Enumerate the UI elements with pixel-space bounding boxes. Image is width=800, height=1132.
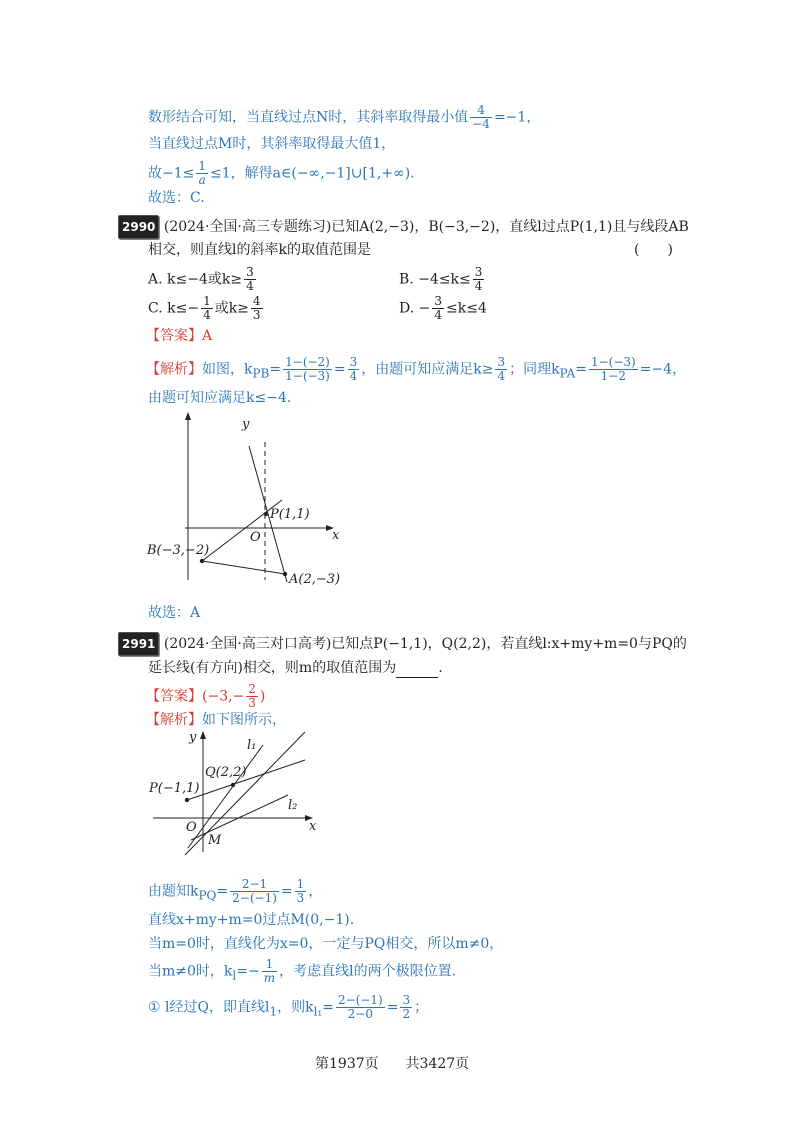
y-label: y xyxy=(242,417,250,432)
text: 由题知k xyxy=(148,883,199,900)
fraction xyxy=(432,295,444,322)
text: ，则k xyxy=(277,999,314,1016)
text: = xyxy=(269,361,282,378)
fraction xyxy=(348,356,360,383)
prev-line-2: 当直线过点M时，其斜率取得最大值1， xyxy=(148,136,396,152)
frac-den: −4 xyxy=(472,117,490,131)
option-c xyxy=(148,295,265,322)
frac-num: 4 xyxy=(252,294,261,308)
figure-2990 xyxy=(140,410,360,595)
fraction xyxy=(400,994,412,1021)
text: ；同理k xyxy=(509,361,560,378)
text: = xyxy=(322,999,334,1016)
fraction xyxy=(473,266,485,293)
text: ) xyxy=(259,688,266,705)
text: = xyxy=(575,361,587,378)
fraction xyxy=(246,683,258,710)
analysis-2991-line-3: 当m=0时，直线化为x=0，一定与PQ相交，所以m≠0， xyxy=(148,936,504,952)
fraction xyxy=(589,356,638,383)
text: ； xyxy=(414,999,429,1016)
fraction xyxy=(283,356,332,383)
frac-den: 4 xyxy=(349,369,358,383)
fraction xyxy=(251,295,263,322)
prev-line-3 xyxy=(148,160,415,187)
subscript: l₁ xyxy=(313,1004,323,1019)
text: D. − xyxy=(399,300,431,317)
label-l2: l₂ xyxy=(288,798,298,813)
frac-num: 1 xyxy=(203,294,211,308)
frac-num: 1 xyxy=(198,159,207,173)
label-P: P(−1,1) xyxy=(149,781,200,796)
y-axis-arrow-icon xyxy=(185,412,191,420)
analysis-2991-line-1 xyxy=(148,878,322,905)
fraction xyxy=(244,266,256,293)
option-d xyxy=(399,295,487,322)
frac-num: 2−(−1) xyxy=(337,993,383,1007)
total-pages: 共3427页 xyxy=(405,1056,470,1072)
answer-2990 xyxy=(146,326,212,346)
line-l1 xyxy=(188,745,263,848)
analysis-2991-line-4 xyxy=(148,958,456,985)
frac-den: 3 xyxy=(248,696,256,710)
subscript: l xyxy=(232,968,237,983)
text: 如图，k xyxy=(202,361,253,378)
label-B: B(−3,−2) xyxy=(147,543,210,558)
question-2990-stem-2: 相交，则直线l的斜率k的取值范围是 xyxy=(148,242,371,258)
text: ≤1，解得a∈(−∞,−1]∪[1,+∞). xyxy=(210,165,415,182)
fraction xyxy=(495,356,507,383)
point-P xyxy=(185,798,189,802)
stem-line-2: 延长线(有方向)相交，则m的取值范围为 xyxy=(148,660,397,676)
point-P xyxy=(264,512,268,516)
frac-num: 3 xyxy=(497,355,506,369)
label-A: A(2,−3) xyxy=(289,572,341,587)
answer-paren: ( ) xyxy=(634,242,673,258)
y-label: y xyxy=(189,730,197,745)
answer-value: (−3,− xyxy=(202,688,245,705)
frac-den: m xyxy=(263,971,276,985)
subscript: PQ xyxy=(198,888,217,903)
frac-den: 3 xyxy=(296,891,305,905)
frac-num: 3 xyxy=(349,355,358,369)
text: ， xyxy=(308,883,323,900)
analysis-2991-line-2: 直线x+my+m=0过点M(0,−1). xyxy=(148,912,355,928)
frac-den: 3 xyxy=(252,308,261,322)
frac-num: 3 xyxy=(246,265,254,279)
question-2991-stem-2 xyxy=(148,658,443,678)
frac-den: 4 xyxy=(246,279,254,293)
frac-den: 4 xyxy=(474,279,483,293)
frac-den: 1−(−3) xyxy=(285,369,330,383)
answer-label: 【答案】 xyxy=(146,688,202,705)
answer-label: 【答案】 xyxy=(146,328,202,344)
text: C. k≤− xyxy=(148,300,200,317)
prev-conclusion: 故选：C. xyxy=(148,190,205,206)
x-label: x xyxy=(309,819,317,834)
frac-den: 2 xyxy=(402,1007,411,1021)
text: ① l经过Q，即直线l xyxy=(148,999,270,1016)
fraction xyxy=(230,878,279,905)
origin-label: O xyxy=(186,820,197,835)
point-Q xyxy=(231,783,235,787)
text: B. −4≤k≤ xyxy=(399,271,471,288)
text: A. k≤−4或k≥ xyxy=(148,271,243,288)
label-P: P(1,1) xyxy=(270,507,310,522)
frac-den: 4 xyxy=(203,308,211,322)
question-2990-stem xyxy=(118,215,689,239)
question-number-badge: 2990 xyxy=(118,215,159,239)
text: =− xyxy=(236,963,260,980)
frac-den: 1−2 xyxy=(600,369,626,383)
page-footer xyxy=(315,1053,469,1073)
analysis-label: 【解析】 xyxy=(146,361,202,378)
answer-value: A xyxy=(202,328,213,344)
frac-num: 2−1 xyxy=(230,878,279,892)
label-Q: Q(2,2) xyxy=(205,765,247,780)
figure-2991 xyxy=(145,727,325,857)
frac-num: 3 xyxy=(434,294,442,308)
subscript: PA xyxy=(559,366,576,381)
fraction xyxy=(470,104,492,131)
frac-den: a xyxy=(198,173,206,187)
label-l1: l₁ xyxy=(247,738,257,753)
origin-label: O xyxy=(250,530,261,545)
text: ，由题可知应满足k≥ xyxy=(361,361,494,378)
frac-num: 3 xyxy=(402,993,411,1007)
text: = xyxy=(386,999,399,1016)
subscript: 1 xyxy=(269,1004,278,1019)
option-b xyxy=(399,266,486,293)
analysis-label: 【解析】 xyxy=(146,712,202,728)
option-a xyxy=(148,266,258,293)
conclusion-2990: 故选：A xyxy=(148,605,201,621)
fraction xyxy=(336,994,385,1021)
text: = xyxy=(216,883,229,900)
frac-den: 4 xyxy=(434,308,442,322)
x-label: x xyxy=(332,528,340,543)
text: = xyxy=(280,883,293,900)
frac-den: 4 xyxy=(497,369,506,383)
y-axis-arrow-icon xyxy=(200,731,206,739)
fraction xyxy=(262,958,277,985)
point-B xyxy=(200,559,204,563)
frac-num: 2 xyxy=(248,682,256,696)
analysis-2990-line-1 xyxy=(146,356,686,383)
text: 故−1≤ xyxy=(148,165,195,182)
subscript: PB xyxy=(252,366,270,381)
stem-line-1: (2024·全国·高三对口高考)已知点P(−1,1)，Q(2,2)，若直线l:x+my+m=0与PQ的 xyxy=(163,636,687,652)
frac-num: 1 xyxy=(296,877,305,891)
point-A xyxy=(283,572,287,576)
fill-blank xyxy=(396,663,438,678)
fraction xyxy=(295,878,307,905)
label-M: M xyxy=(208,833,222,848)
question-2991-stem xyxy=(118,632,687,656)
text: 数形结合可知，当直线过点N时，其斜率取得最小值 xyxy=(148,109,469,126)
text: 如下图所示， xyxy=(202,712,286,728)
text: 或k≥ xyxy=(214,300,249,317)
text: = xyxy=(333,361,346,378)
frac-num: 1 xyxy=(262,958,277,972)
text: =−4， xyxy=(639,361,687,378)
frac-num: 1−(−2) xyxy=(285,355,330,369)
frac-den: 2−(−1) xyxy=(232,891,277,905)
text: 当m≠0时，k xyxy=(148,963,233,980)
answer-2991 xyxy=(146,683,265,710)
page-number: 第1937页 xyxy=(315,1056,379,1072)
stem-line-1: (2024·全国·高三专题练习)已知A(2,−3)，B(−3,−2)，直线l过点P(1,1)且与线段AB xyxy=(163,219,689,235)
analysis-2991-line-5 xyxy=(148,994,428,1021)
frac-den: 2−0 xyxy=(347,1007,373,1021)
prev-line-1 xyxy=(148,104,540,131)
fraction xyxy=(201,295,213,322)
text: =−1， xyxy=(493,109,541,126)
text: . xyxy=(438,660,443,676)
question-number-badge: 2991 xyxy=(118,632,159,656)
text: ≤k≤4 xyxy=(446,300,487,317)
segment-AB xyxy=(202,561,285,574)
frac-num: 4 xyxy=(470,104,492,118)
analysis-2990-line-2: 由题可知应满足k≤−4. xyxy=(148,390,292,406)
text: ，考虑直线l的两个极限位置. xyxy=(279,963,457,980)
frac-num: 3 xyxy=(474,265,483,279)
frac-num: 1−(−3) xyxy=(590,355,636,369)
fraction xyxy=(196,160,208,187)
